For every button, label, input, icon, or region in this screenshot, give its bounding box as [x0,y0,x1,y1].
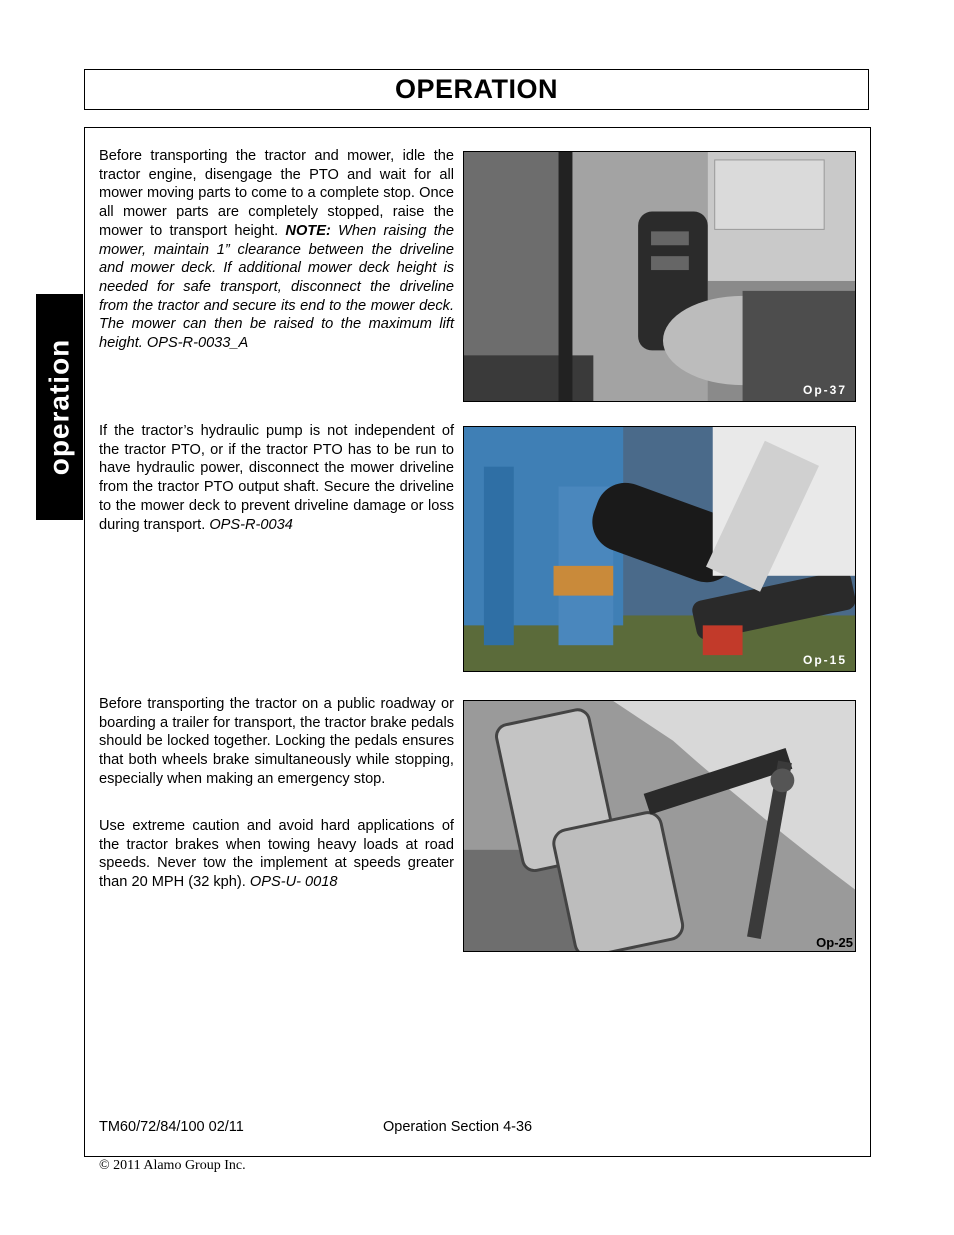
photo-driveline-icon [464,427,855,671]
reference-code: OPS-R-0034 [209,516,293,533]
figure-op-15 [463,426,856,672]
photo-brake-pedals-icon [464,701,855,951]
paragraph-pto-driveline [99,422,454,534]
text-segment: Use extreme caution and avoid hard applications of the tractor brakes when towing heavy loads at road speeds. Never tow the implement at speeds greater than 20 MPH (32 kph). [99,818,454,891]
paragraph-transport-height [99,147,454,353]
footer-model: TM60/72/84/100 02/11 [99,1119,244,1135]
text-segment: Before transporting the tractor and mower, idle the tractor engine, disengage the PTO and wait for all mower moving parts to come to a complete stop. Once all mower parts are completely stopped, raise the mower to transport height. [99,148,454,239]
note-label: NOTE: [285,222,331,239]
reference-code: OPS-U- 0018 [249,874,338,891]
page-title: OPERATION [394,74,558,104]
text-segment: If the tractor’s hydraulic pump is not independent of the tractor PTO, or if the tractor PTO has to be run to have hydraulic power, disconnect the mower driveline from the tractor PTO output shaft. Secure the driveline to the mower deck to prevent driveline damage or loss during transport. [99,423,454,533]
figure-op-25 [463,700,856,952]
paragraph-brake-pedals [99,695,454,789]
text-segment: Before transporting the tractor on a public roadway or boarding a trailer for transport, the tractor brake pedals should be locked together. Locking the pedals ensures that both wheels brake simultaneously while stopping, especially when making an emergency stop. [99,696,454,787]
footer-section: Operation Section 4-36 [383,1119,533,1135]
side-section-tab [36,294,83,520]
paragraph-towing-caution [99,817,454,892]
figure-op-37 [463,151,856,402]
figure-label: Op-15 [802,653,847,667]
page-header [84,69,869,110]
copyright: © 2011 Alamo Group Inc. [99,1158,246,1173]
figure-label: Op-25 [816,935,853,950]
note-text: When raising the mower, maintain 1” clearance between the driveline and mower deck. If additional mower deck height is needed for safe transport, disconnect the driveline from the tractor and secure its end to the mower deck. The mower can then be raised to the maximum lift height. OPS-R-0033_A [99,222,454,352]
figure-label: Op-37 [802,383,847,397]
side-tab-label: operation [43,338,75,476]
photo-control-panel-icon [464,152,855,401]
